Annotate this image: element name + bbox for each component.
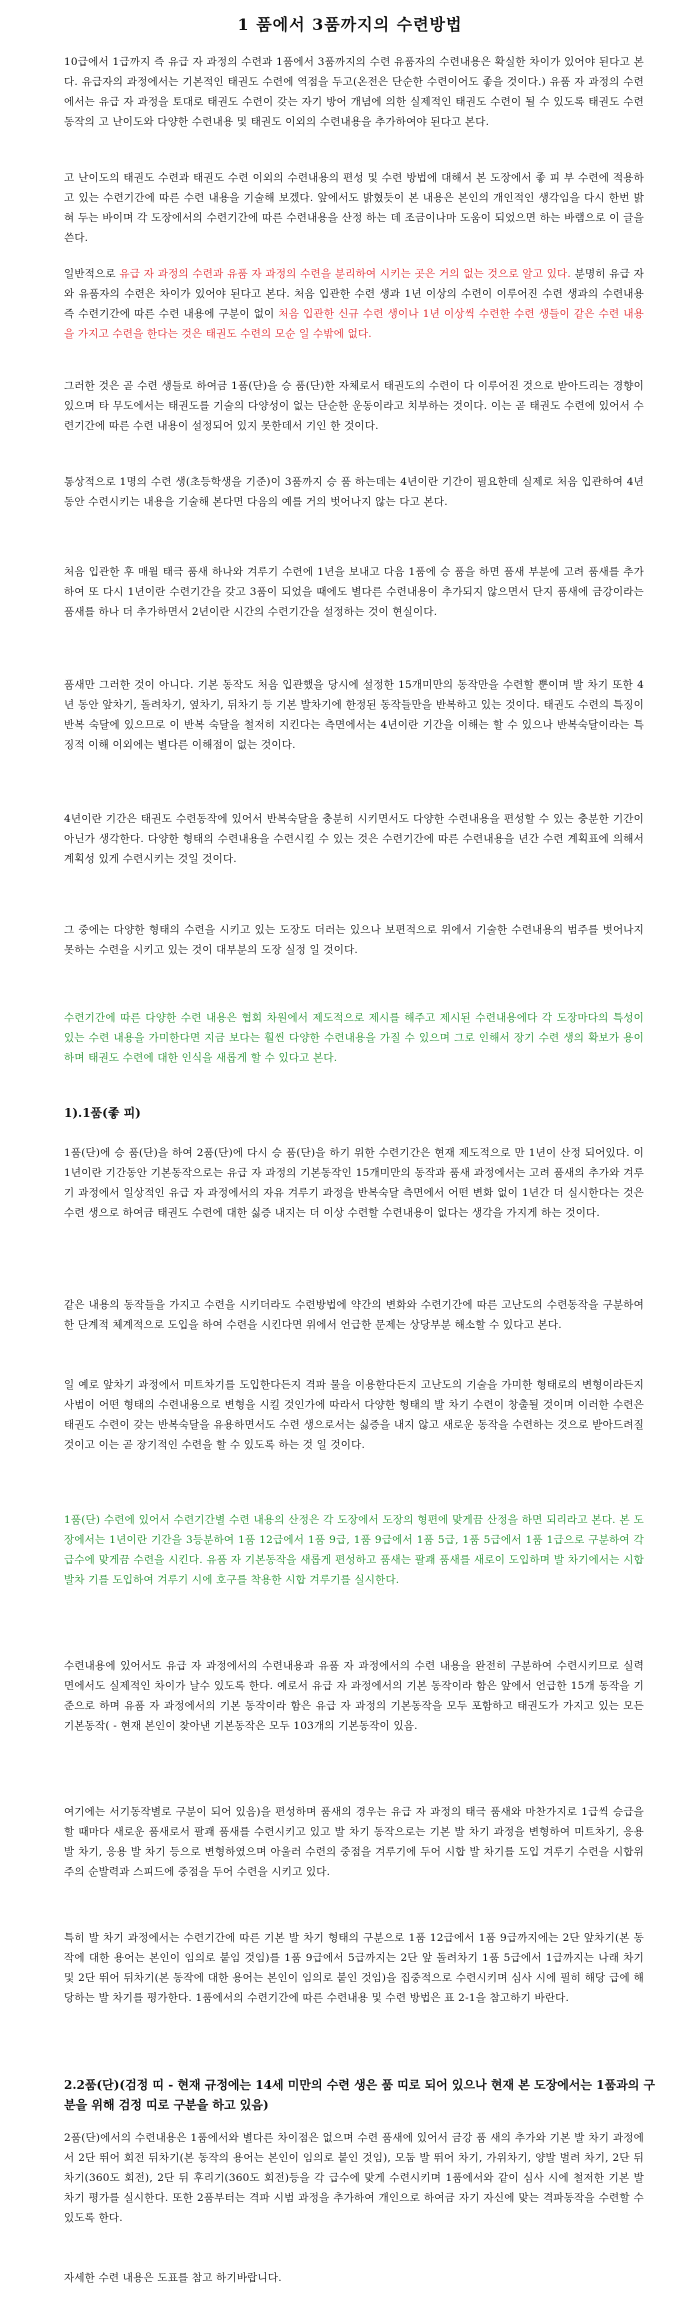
paragraph-3-highlight-a: 유급 자 과정의 수련과 유품 자 과정의 수련을 분리하여 시키는 곳은 거의 없는 것으로 알고 있다. bbox=[119, 268, 571, 280]
paragraph-14: 1품(단) 수련에 있어서 수련기간별 수련 내용의 산정은 각 도장에서 도장의 형편에 맞게끔 산정을 하면 되리라고 본다. 본 도장에서는 1년이란 기간을 3등분하여 1품 12급에서 1품 9급, 1품 9급에서 1품 5급, 1품 5급에서 1품 1급으로 구분하여 각 급수에 맞게끔 수련을 시킨다. 유품 자 기본동작을 새롭게 편성하고 품새는 팔괘 품새를 새로이 도입하며 발 차기에서는 시합 발차 기를 도입하여 겨루기 시에 호구를 착용한 시합 겨루기를 실시한다. bbox=[64, 1514, 644, 1586]
paragraph-2: 고 난이도의 태권도 수련과 태권도 수련 이외의 수련내용의 편성 및 수련 방법에 대해서 본 도장에서 좋 피 부 수련에 적용하고 있는 수련기간에 따른 수련 내용을 기술해 보겠다. 앞에서도 밝혔듯이 본 내용은 본인의 개인적인 생각임을 다시 한번 밝혀 두는 바이며 각 도장에서의 수련기간에 따른 수련내용을 산정 하는 데 조금이나마 도움이 되었으면 하는 바램으로 이 글을 쓴다. bbox=[64, 172, 644, 244]
section-heading-1: 1).1품(좋 피) bbox=[64, 1106, 141, 1120]
paragraph-13: 일 예로 앞차기 과정에서 미트차기를 도입한다든지 격파 물을 이용한다든지 고난도의 기술을 가미한 형태로의 변형이라든지 사범이 어떤 형태의 수련내용으로 변형을 시킬 것인가에 따라서 다양한 형태의 발 차기 수련이 창출될 것이며 이러한 수련은 태권도 수련이 갖는 반복숙달을 유용하면서도 수련 생으로서는 싫증을 내지 않고 새로운 동작을 수련하는 것으로 받아드려질 것이고 이는 곧 장기적인 수련을 할 수 있도록 하는 것 일 것이다. bbox=[64, 1379, 644, 1451]
paragraph-4: 그러한 것은 곧 수련 생들로 하여금 1품(단)을 승 품(단)한 자체로서 태권도의 수련이 다 이루어진 것으로 받아드리는 경향이 있으며 타 무도에서는 태권도를 기술의 다양성이 없는 단순한 운동이라고 치부하는 것이다. 이는 곧 태권도 수련에 있어서 수련기간에 따른 수련 내용이 설정되어 있지 못한데서 기인 한 것이다. bbox=[64, 380, 644, 432]
paragraph-1: 10급에서 1급까지 즉 유급 자 과정의 수련과 1품에서 3품까지의 수련 유품자의 수련내용은 확실한 차이가 있어야 된다고 본다. 유급자의 과정에서는 기본적인 태권도 수련에 역점을 두고(온전은 단순한 수련이어도 좋을 것이다.) 유품 자 과정의 수련에서는 유급 자 과정을 토대로 태권도 수련이 갖는 자기 방어 개념에 의한 실제적인 태권도 수련이 될 수 있도록 태권도 수련동작의 고 난이도와 다양한 수련내용 및 태권도 이외의 수련내용을 추가하여야 된다고 본다. bbox=[64, 56, 644, 128]
paragraph-18: 2품(단)에서의 수련내용은 1품에서와 별다른 차이점은 없으며 수련 품새에 있어서 금강 품 새의 추가와 기본 발 차기 과정에서 2단 뛰어 회전 뒤차기(본 동작의 용어는 본인이 임의로 붙인 것임), 모둠 발 뛰어 차기, 가위차기, 양발 벌려 차기, 2단 뒤차기(360도 회전), 2단 뒤 후리기(360도 회전)등을 각 급수에 맞게 수련시키며 1품에서와 같이 심사 시에 철저한 기본 발 차기 평가를 실시한다. 또한 2품부터는 격파 시범 과정을 추가하여 개인으로 하여금 자기 자신에 맞는 격파동작을 수련할 수 있도록 한다. bbox=[64, 2132, 644, 2224]
paragraph-16: 여기에는 서기동작별로 구분이 되어 있음)을 편성하며 품새의 경우는 유급 자 과정의 태극 품새와 마찬가지로 1급씩 승급을 할 때마다 새로운 품새로서 팔괘 품새를 수련시키고 있고 발 차기 동작으로는 기본 발 차기 과정을 변형하여 미트차기, 응용 발 차기, 응용 발 차기 등으로 변형하였으며 아울러 수련의 중점을 겨루기에 두어 시합 발 차기를 도입 겨루기 수련을 시합위주의 순발력과 스피드에 중점을 두어 수련을 시키고 있다. bbox=[64, 1806, 644, 1878]
paragraph-3-text-a: 일반적으로 bbox=[64, 268, 120, 280]
paragraph-3 bbox=[64, 264, 644, 344]
paragraph-8: 4년이란 기간은 태권도 수련동작에 있어서 반복숙달을 충분히 시키면서도 다양한 수련내용을 편성할 수 있는 충분한 기간이 아닌가 생각한다. 다양한 형태의 수련내용을 수련시킬 수 있는 것은 수련기간에 따른 수련내용을 년간 수련 계획표에 의해서 계획성 있게 수련시키는 것일 것이다. bbox=[64, 813, 644, 865]
paragraph-17: 특히 발 차기 과정에서는 수련기간에 따른 기본 발 차기 형태의 구분으로 1품 12급에서 1품 9급까지에는 2단 앞차기(본 동작에 대한 용어는 본인이 임의로 붙임 것임)를 1품 9급에서 5급까지는 2단 앞 돌려차기 1품 5급에서 1급까지는 나래 차기 및 2단 뛰어 뒤차기(본 동작에 대한 용어는 본인이 임의로 붙인 것임)을 집중적으로 수련시키며 심사 시에 필히 해당 급에 해당하는 발 차기를 평가한다. 1품에서의 수련기간에 따른 수련내용 및 수련 방법은 표 2-1을 참고하기 바란다. bbox=[64, 1932, 644, 2004]
paragraph-7: 품새만 그러한 것이 아니다. 기본 동작도 처음 입관했을 당시에 설정한 15개미만의 동작만을 수련할 뿐이며 발 차기 또한 4년 동안 앞차기, 돌려차기, 옆차기, 뒤차기 등 기본 발차기에 한정된 동작들만을 반복하고 있는 것이다. 태권도 수련의 특징이 반복 숙달에 있으므로 이 반복 숙달을 철저히 지킨다는 측면에서는 4년이란 기간을 이해는 할 수 있으나 반복숙달이라는 특징적 이해 이외에는 별다른 이해점이 없는 것이다. bbox=[64, 679, 644, 751]
paragraph-3-text-c: 분명히 유급 자와 유품자의 수련은 차이가 있어야 된다고 본다. 처음 입관한 수련 생과 1년 이상의 수련이 이루어진 수련 생과의 수련내용 즉 수련기간에 따른 수련 내용에 구분이 없이 bbox=[64, 268, 644, 320]
paragraph-11: 1품(단)에 승 품(단)을 하여 2품(단)에 다시 승 품(단)을 하기 위한 수련기간은 현재 제도적으로 만 1년이 산정 되어있다. 이 1년이란 기간동안 기본동작으로는 유급 자 과정의 기본동작인 15개미만의 동작과 품새 과정에서는 고려 품새의 추가와 겨루기 과정에서 일상적인 유급 자 과정에서의 자유 겨루기 과정을 반복숙달 측면에서 어떤 변화 없이 1년간 더 실시한다는 것은 수련 생으로 하여금 태권도 수련에 대한 싫증 내지는 더 이상 수련할 수련내용이 없다는 생각을 가지게 하는 것이다. bbox=[64, 1147, 644, 1219]
paragraph-10: 수련기간에 따른 다양한 수련 내용은 협회 차원에서 제도적으로 제시를 해주고 제시된 수련내용에다 각 도장마다의 특성이 있는 수련 내용을 가미한다면 지금 보다는 훨씬 다양한 수련내용을 가질 수 있으며 그로 인해서 장기 수련 생의 확보가 용이하며 태권도 수련에 대한 인식을 새롭게 할 수 있다고 본다. bbox=[64, 1012, 644, 1064]
paragraph-3-highlight-d: 처음 입관한 신규 수련 생이나 1년 이상씩 수련한 수련 생들이 같은 수련 내용을 가지고 수련을 한다는 것은 태권도 수련의 모순 일 수밖에 없다. bbox=[64, 308, 645, 340]
paragraph-19: 자세한 수련 내용은 도표를 참고 하기바랍니다. bbox=[64, 2272, 282, 2284]
paragraph-15: 수련내용에 있어서도 유급 자 과정에서의 수련내용과 유품 자 과정에서의 수련 내용을 완전히 구분하여 수련시키므로 실력 면에서도 실제적인 차이가 날수 있도록 한다. 예로서 유급 자 과정에서의 기본 동작이라 함은 앞에서 언급한 15개 동작을 기준으로 하며 유품 자 과정에서의 기본 동작이라 함은 유급 자 과정의 기본동작을 모두 포함하고 태권도가 가지고 있는 모든 기본동작( - 현재 본인이 찾아낸 기본동작은 모두 103개의 기본동작이 있음. bbox=[64, 1660, 644, 1732]
paragraph-5: 통상적으로 1명의 수련 생(초등학생을 기준)이 3품까지 승 품 하는데는 4년이란 기간이 필요한데 실제로 처음 입관하여 4년 동안 수련시키는 내용을 기술해 본다면 다음의 예를 거의 벗어나지 않는 다고 본다. bbox=[64, 476, 644, 508]
page-title: 1 품에서 3품까지의 수련방법 bbox=[237, 15, 463, 34]
paragraph-6: 처음 입관한 후 매월 태극 품새 하나와 겨루기 수련에 1년을 보내고 다음 1품에 승 품을 하면 품새 부분에 고려 품새를 추가하여 또 다시 1년이란 수련기간을 갖고 3품이 되었을 때에도 별다른 수련내용이 추가되지 않으면서 단지 품새에 금강이라는 품새를 하나 더 추가하면서 2년이란 시간의 수련기간을 설정하는 것이 현실이다. bbox=[64, 566, 644, 618]
section-heading-2: 2.2품(단)(검정 띠 - 현재 규정에는 14세 미만의 수련 생은 품 띠로 되어 있으나 현재 본 도장에서는 1품과의 구분을 위해 검정 띠로 구분을 하고 있음) bbox=[64, 2078, 656, 2112]
paragraph-12: 같은 내용의 동작들을 가지고 수련을 시키더라도 수련방법에 약간의 변화와 수련기간에 따른 고난도의 수련동작을 구분하여 한 단계적 체계적으로 도입을 하여 수련을 시킨다면 위에서 언급한 문제는 상당부분 해소할 수 있다고 본다. bbox=[64, 1299, 644, 1331]
paragraph-9: 그 중에는 다양한 형태의 수련을 시키고 있는 도장도 더러는 있으나 보편적으로 위에서 기술한 수련내용의 범주를 벗어나지 못하는 수련을 시키고 있는 것이 대부분의 도장 실정 일 것이다. bbox=[64, 924, 644, 956]
